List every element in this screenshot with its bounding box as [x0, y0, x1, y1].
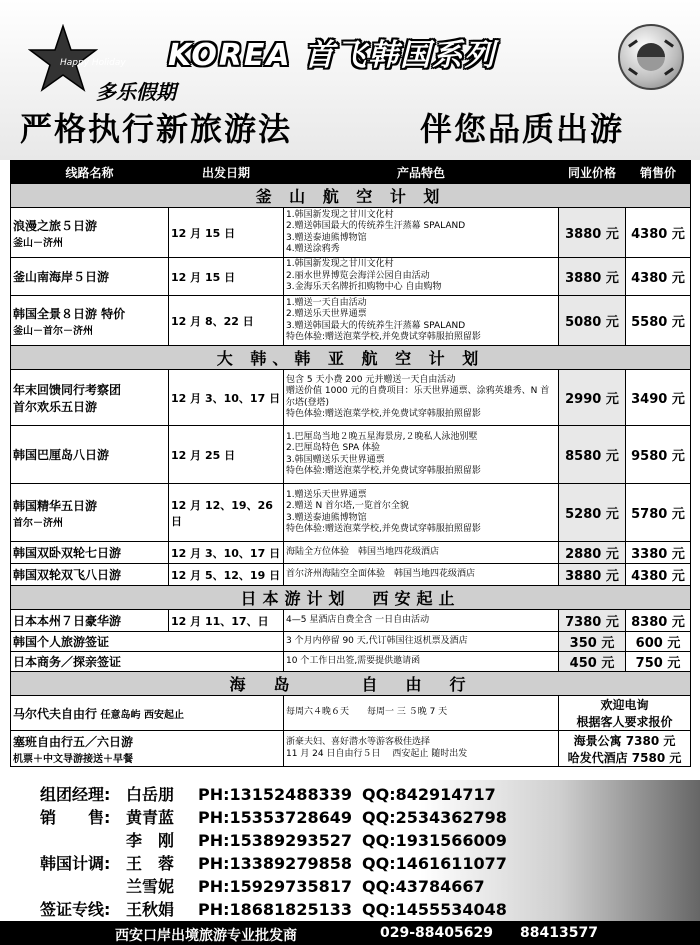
footer-phone-2: 88413577 [520, 925, 598, 941]
route-name: 韩国全景８日游 特价 [13, 306, 126, 321]
feature-line: 2.赠送乐天世界通票 [286, 309, 367, 319]
section-title: 釜 山 航 空 计 划 [11, 184, 691, 208]
table-header-row [11, 161, 691, 184]
table-row [11, 632, 691, 652]
sale-price: 5780 元 [626, 484, 691, 542]
route-features [284, 731, 559, 767]
route-name: 韩国双轮双飞八日游 [13, 568, 122, 582]
contact-name: 王秋娟 [126, 900, 175, 919]
table-row [11, 652, 691, 672]
trade-price: 2880 元 [559, 542, 626, 564]
sale-price: 3490 元 [626, 370, 691, 426]
trade-price: 7380 元 [559, 610, 626, 632]
feature-line: 10 个工作日出签,需要提供邀请函 [286, 655, 421, 666]
contact-name: 王 蓉 [126, 854, 175, 873]
section-title-row [11, 586, 691, 610]
feature-line: 特色体验:赠送泡菜学校,并免费试穿韩服拍照留影 [286, 332, 481, 342]
feature-line: 首尔济州海陆空全面体验 韩国当地四花级酒店 [286, 568, 476, 579]
contact-qq: QQ:1931566009 [362, 831, 507, 850]
route-features [284, 258, 559, 296]
departure-date: 12 月 25 日 [169, 426, 284, 484]
departure-date: 12 月 8、22 日 [169, 296, 284, 346]
contact-name: 兰雪妮 [126, 877, 175, 896]
section-title: 大 韩、韩 亚 航 空 计 划 [11, 346, 691, 370]
trade-price: 8580 元 [559, 426, 626, 484]
feature-line: 1.韩国新发现之甘川文化村 [286, 209, 394, 220]
price-inquiry [559, 696, 691, 731]
route-features [284, 426, 559, 484]
header-trade-price: 同业价格 [559, 161, 626, 184]
feature-line: 1.赠送一天自由活动 [286, 297, 367, 308]
contact-role: 销 售: [40, 808, 111, 827]
header-date: 出发日期 [169, 161, 284, 184]
section-title-row [11, 184, 691, 208]
contact-name: 李 刚 [126, 831, 175, 850]
inquiry-line: 欢迎电询 [600, 698, 649, 712]
section-title: 海 岛 自 由 行 [11, 672, 691, 696]
contact-qq: QQ:1461611077 [362, 854, 507, 873]
departure-date: 12 月 3、10、17 日 [169, 370, 284, 426]
itinerary-table [10, 160, 691, 767]
logo-chinese-text: 多乐假期 [96, 80, 176, 104]
route-name: 浪漫之旅５日游 [13, 218, 98, 233]
table-row [11, 208, 691, 258]
company-tagline: 西安口岸出境旅游专业批发商 [115, 928, 297, 944]
contact-row [40, 782, 522, 805]
route-features [284, 542, 559, 564]
sale-price: 4380 元 [626, 208, 691, 258]
contact-name: 黄青蓝 [126, 808, 175, 827]
sale-price: 4380 元 [626, 258, 691, 296]
table-row [11, 696, 691, 731]
feature-line: 1.赠送乐天世界通票 [286, 489, 367, 500]
departure-date: 12 月 15 日 [169, 258, 284, 296]
route-name: 马尔代夫自由行 [13, 706, 98, 721]
contact-row [40, 874, 522, 897]
feature-line: 赠送价值 1000 元的自费项目：乐天世界通票、涂鸦英雄秀、N 首尔塔(登塔) [286, 386, 550, 408]
table-row [11, 542, 691, 564]
route-features [284, 696, 559, 731]
table-row [11, 731, 691, 767]
route-features [284, 484, 559, 542]
hotel-price-line: 哈发代酒店 7580 元 [567, 750, 682, 765]
contact-role: 韩国计调: [40, 854, 111, 873]
departure-date: 12 月 15 日 [169, 208, 284, 258]
feature-line: 4—5 星酒店自费全含 一日自由活动 [286, 614, 430, 625]
route-sub: 釜山－首尔－济州 [13, 325, 93, 337]
departure-date: 12 月 3、10、17 日 [169, 542, 284, 564]
sale-price: 4380 元 [626, 564, 691, 586]
feature-line: 2.赠送韩国最大的传统养生汗蒸幕 SPALAND [286, 221, 466, 231]
route-sub: 机票＋中文导游接送＋早餐 [13, 753, 133, 765]
contact-phone: PH:18681825133 [198, 900, 352, 919]
table-row [11, 258, 691, 296]
header-features: 产品特色 [284, 161, 559, 184]
feature-line: 3.赠送韩国最大的传统养生汗蒸幕 SPALAND [286, 320, 466, 331]
route-name: 韩国精华五日游 [13, 498, 98, 513]
contact-qq: QQ:842914717 [362, 785, 496, 804]
route-name: 日本本州７日豪华游 [13, 614, 122, 628]
departure-date: 12 月 5、12、19 日 [169, 564, 284, 586]
hotel-prices [559, 731, 691, 767]
trade-price: 3880 元 [559, 564, 626, 586]
table-row [11, 370, 691, 426]
header-sale-price: 销售价 [626, 161, 691, 184]
inquiry-line: 根据客人要求报价 [576, 715, 673, 729]
route-name: 韩国个人旅游签证 [13, 635, 110, 649]
footer-phone-1: 029-88405629 [380, 925, 493, 941]
route-sub: 釜山－济州 [13, 237, 63, 249]
feature-line: 特色体验:赠送泡菜学校,并免费试穿韩服拍照留影 [286, 409, 481, 419]
contact-row [40, 805, 522, 828]
contact-phone: PH:15353728649 [198, 808, 352, 827]
feature-line: 2.赠送 N 首尔塔,一览首尔全貌 [286, 501, 409, 511]
departure-date: 12 月 12、19、26 日 [169, 484, 284, 542]
feature-line: 特色体验:赠送泡菜学校,并免费试穿韩服拍照留影 [286, 524, 481, 534]
contact-phone: PH:13389279858 [198, 854, 352, 873]
trade-price: 3880 元 [559, 258, 626, 296]
footer-bar [0, 921, 700, 945]
header-route: 线路名称 [11, 161, 169, 184]
feature-line: 每周六４晚６天 每周一 三 ５晚 7 天 [286, 707, 448, 718]
trade-price: 5280 元 [559, 484, 626, 542]
feature-line: 浙豪夫妇、喜好潜水等游客极佳选择 [286, 737, 431, 747]
route-features [284, 610, 559, 632]
sale-price: 9580 元 [626, 426, 691, 484]
contact-row [40, 897, 522, 920]
feature-line: 3.赠送泰迪熊博物馆 [286, 232, 367, 243]
sale-price: 750 元 [626, 652, 691, 672]
feature-line: 3.金海乐天名牌折扣购物中心 自由购物 [286, 282, 442, 293]
trade-price: 3880 元 [559, 208, 626, 258]
table-row [11, 564, 691, 586]
route-features [284, 296, 559, 346]
route-features [284, 632, 559, 652]
route-name: 韩国双卧双轮七日游 [13, 546, 122, 560]
slogan-left: 严格执行新旅游法 [20, 110, 293, 148]
trade-price: 2990 元 [559, 370, 626, 426]
route-name: 釜山南海岸５日游 [13, 270, 110, 284]
table-row [11, 484, 691, 542]
contact-row [40, 851, 522, 874]
route-name: 日本商务／探亲签证 [13, 655, 122, 669]
route-name: 年末回馈同行考察团 [13, 382, 122, 397]
slogan-right: 伴您品质出游 [420, 110, 625, 148]
feature-line: 1.巴厘岛当地２晚五星海景房,２晚私人泳池别墅 [286, 431, 478, 442]
route-name: 韩国巴厘岛八日游 [13, 448, 110, 462]
sale-price: 600 元 [626, 632, 691, 652]
contact-qq: QQ:2534362798 [362, 808, 507, 827]
feature-line: 2.巴厘岛特色 SPA 体验 [286, 443, 381, 453]
contact-role: 组团经理: [40, 785, 111, 804]
route-name: 塞班自由行五／六日游 [13, 734, 134, 749]
feature-line: 11 月 24 日自由行５日 西安起止 随时出发 [286, 748, 468, 759]
route-features [284, 208, 559, 258]
trade-price: 450 元 [559, 652, 626, 672]
trade-price: 350 元 [559, 632, 626, 652]
contact-phone: PH:15389293527 [198, 831, 352, 850]
logo-english-text: Happy Holiday [60, 58, 126, 68]
table-row [11, 610, 691, 632]
contact-name: 白岳朋 [126, 785, 175, 804]
feature-line: 特色体验:赠送泡菜学校,并免费试穿韩服拍照留影 [286, 466, 481, 476]
page-title: KOREA 首飞韩国系列 [168, 38, 497, 73]
feature-line: 海陆全方位体验 韩国当地四花级酒店 [286, 546, 440, 557]
route-sub: 首尔－济州 [13, 517, 63, 529]
table-row [11, 296, 691, 346]
route-features [284, 370, 559, 426]
sale-price: 5580 元 [626, 296, 691, 346]
korea-flag-icon [618, 24, 684, 90]
section-title: 日本游计划 西安起止 [11, 586, 691, 610]
route-features [284, 564, 559, 586]
feature-line: 3.赠送泰迪熊博物馆 [286, 512, 367, 523]
contact-phone: PH:13152488339 [198, 785, 352, 804]
section-title-row [11, 346, 691, 370]
table-row [11, 426, 691, 484]
contact-qq: QQ:43784667 [362, 877, 485, 896]
feature-line: 2.丽水世界博览会海洋公园自由活动 [286, 270, 430, 281]
departure-date: 12 月 11、17、日 [169, 610, 284, 632]
contact-row [40, 828, 522, 851]
route-features [284, 652, 559, 672]
route-sub: 任意岛屿 西安起止 [100, 709, 184, 721]
feature-line: 3.韩国赠送乐天世界通票 [286, 454, 385, 465]
hotel-price-line: 海景公寓 7380 元 [573, 733, 676, 748]
trade-price: 5080 元 [559, 296, 626, 346]
contact-qq: QQ:1455534048 [362, 900, 507, 919]
header-banner [0, 0, 700, 160]
contact-phone: PH:15929735817 [198, 877, 352, 896]
feature-line: 3 个月内停留 90 天,代订韩国往返机票及酒店 [286, 635, 468, 646]
feature-line: 4.赠送涂鸦秀 [286, 244, 340, 254]
feature-line: 包含 5 天小费 200 元并赠送一天自由活动 [286, 374, 456, 385]
feature-line: 1.韩国新发现之甘川文化村 [286, 259, 394, 270]
contact-role: 签证专线: [40, 900, 111, 919]
sale-price: 8380 元 [626, 610, 691, 632]
section-title-row [11, 672, 691, 696]
route-name-line2: 首尔欢乐五日游 [13, 399, 98, 414]
sale-price: 3380 元 [626, 542, 691, 564]
